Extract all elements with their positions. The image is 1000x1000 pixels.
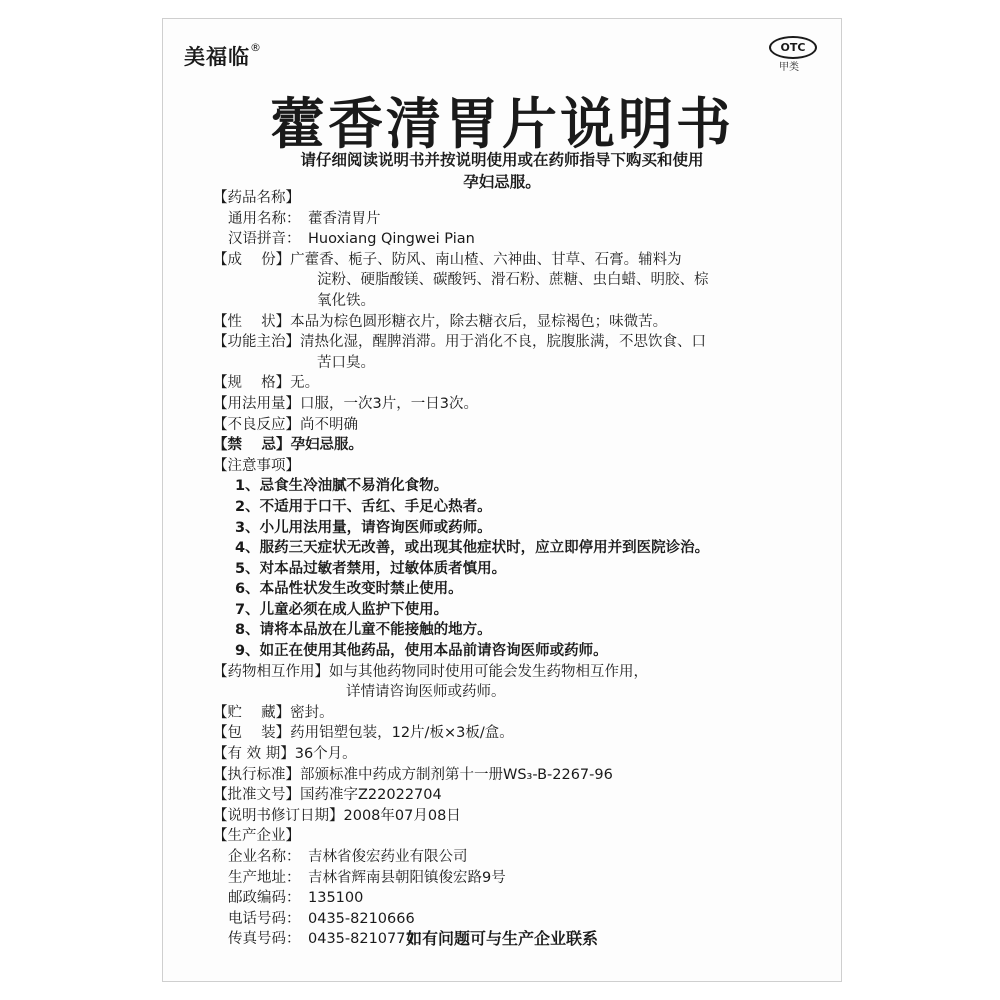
section-label: 【不良反应】 xyxy=(213,416,300,433)
section-precautions xyxy=(213,456,793,477)
postcode-row xyxy=(213,888,793,909)
section-label: 【批准文号】 xyxy=(213,787,300,804)
section-label: 【用法用量】 xyxy=(213,395,300,412)
section-value: 36个月。 xyxy=(294,746,357,763)
company-row xyxy=(213,847,793,868)
section-value: 口服，一次3片，一日3次。 xyxy=(300,395,478,412)
leaflet-body xyxy=(213,188,793,950)
precaution-item: 1、忌食生冷油腻不易消化食物。 xyxy=(235,478,449,495)
section-value: 2008年07月08日 xyxy=(343,807,461,824)
section-label: 【生产企业】 xyxy=(213,828,300,845)
section-label: 【性 状】 xyxy=(213,313,291,330)
section-label: 【禁 忌】 xyxy=(213,437,291,454)
brand-name: 美福临 xyxy=(184,45,250,69)
field-label: 企业名称： xyxy=(228,849,301,865)
warning-text xyxy=(162,149,842,193)
section-label: 【注意事项】 xyxy=(213,457,300,474)
section-value: 部颁标准中药成方制剂第十一册WS₃-B-2267-96 xyxy=(300,766,613,783)
precaution-item: 5、对本品过敏者禁用，过敏体质者慎用。 xyxy=(235,560,507,577)
field-label: 生产地址： xyxy=(228,869,301,886)
otc-class: 甲类 xyxy=(779,62,799,73)
registered-mark: ® xyxy=(250,41,262,54)
section-value: 广藿香、栀子、防风、南山楂、六神曲、甘草、石膏。辅料为 xyxy=(290,251,682,268)
section-label: 【贮 藏】 xyxy=(213,704,291,721)
address-row xyxy=(213,868,793,889)
section-spec xyxy=(213,373,793,394)
field-value: Huoxiang Qingwei Pian xyxy=(308,231,475,248)
field-label: 通用名称： xyxy=(228,210,301,227)
section-label: 【有 效 期】 xyxy=(213,746,295,763)
field-label: 传真号码： xyxy=(228,931,301,948)
section-label: 【药品名称】 xyxy=(213,190,300,206)
pinyin-row xyxy=(213,229,793,250)
generic-name-row xyxy=(213,209,793,230)
section-value: 如与其他药物同时使用可能会发生药物相互作用， xyxy=(329,663,648,680)
section-value: 密封。 xyxy=(290,704,334,721)
section-ingredients xyxy=(213,250,793,271)
field-value: 0435-8210777 xyxy=(308,931,415,948)
section-value: 清热化湿，醒脾消滞。用于消化不良，脘腹胀满，不思饮食、口 xyxy=(300,334,706,351)
section-label: 【成 份】 xyxy=(213,251,291,268)
section-value: 无。 xyxy=(290,375,320,392)
section-label: 【包 装】 xyxy=(213,725,291,742)
field-value: 藿香清胃片 xyxy=(308,210,381,227)
section-value: 本品为棕色圆形糖衣片，除去糖衣后，显棕褐色；味微苦。 xyxy=(290,313,668,330)
field-label: 汉语拼音： xyxy=(228,231,301,248)
precaution-item: 3、小儿用法用量，请咨询医师或药师。 xyxy=(235,519,492,536)
field-value: 吉林省辉南县朝阳镇俊宏路9号 xyxy=(308,869,506,886)
field-value: 0435-8210666 xyxy=(308,910,415,927)
section-value: 孕妇忌服。 xyxy=(290,437,364,454)
section-value: 国药准字Z22022704 xyxy=(300,787,442,804)
section-revision-date xyxy=(213,806,793,827)
field-label: 电话号码： xyxy=(228,910,301,927)
footer-contact: 如有问题可与生产企业联系 xyxy=(405,929,598,948)
section-standard xyxy=(213,765,793,786)
field-value: 吉林省俊宏药业有限公司 xyxy=(308,849,468,865)
field-value: 135100 xyxy=(308,890,364,907)
ingredients-cont-2: 氧化铁。 xyxy=(317,292,375,309)
interaction-cont: 详情请咨询医师或药师。 xyxy=(346,684,506,701)
section-manufacturer xyxy=(213,826,793,847)
section-label: 【执行标准】 xyxy=(213,766,300,783)
section-function xyxy=(213,332,793,353)
warning-line-2: 孕妇忌服。 xyxy=(463,173,541,191)
precaution-item: 9、如正在使用其他药品，使用本品前请咨询医师或药师。 xyxy=(235,643,608,660)
section-label: 【药物相互作用】 xyxy=(213,663,329,680)
function-cont: 苦口臭。 xyxy=(317,354,375,371)
brand-logo xyxy=(184,41,262,71)
section-value: 尚不明确 xyxy=(300,416,358,433)
precaution-item: 7、儿童必须在成人监护下使用。 xyxy=(235,601,449,618)
section-validity xyxy=(213,744,793,765)
section-label: 【说明书修订日期】 xyxy=(213,807,344,824)
section-label: 【功能主治】 xyxy=(213,334,300,351)
precaution-item: 8、请将本品放在儿童不能接触的地方。 xyxy=(235,622,492,639)
ingredients-cont-1: 淀粉、硬脂酸镁、碳酸钙、滑石粉、蔗糖、虫白蜡、明胶、棕 xyxy=(317,272,709,289)
warning-line-1: 请仔细阅读说明书并按说明使用或在药师指导下购买和使用 xyxy=(300,151,704,169)
document-title: 藿香清胃片说明书 xyxy=(269,92,734,156)
section-adverse xyxy=(213,415,793,436)
section-character xyxy=(213,312,793,333)
section-value: 药用铝塑包装，12片/板×3板/盒。 xyxy=(290,725,514,742)
section-drug-name xyxy=(213,188,793,209)
section-storage xyxy=(213,703,793,724)
section-label: 【规 格】 xyxy=(213,375,291,392)
precaution-item: 4、服药三天症状无改善，或出现其他症状时，应立即停用并到医院诊治。 xyxy=(235,540,710,557)
section-interaction xyxy=(213,662,793,683)
section-contraindication xyxy=(213,435,793,456)
precaution-item: 2、不适用于口干、舌红、手足心热者。 xyxy=(235,498,492,515)
otc-badge: OTC xyxy=(769,36,817,59)
section-approval xyxy=(213,785,793,806)
section-usage xyxy=(213,394,793,415)
section-package xyxy=(213,723,793,744)
field-label: 邮政编码： xyxy=(228,890,301,907)
precaution-item: 6、本品性状发生改变时禁止使用。 xyxy=(235,581,463,598)
